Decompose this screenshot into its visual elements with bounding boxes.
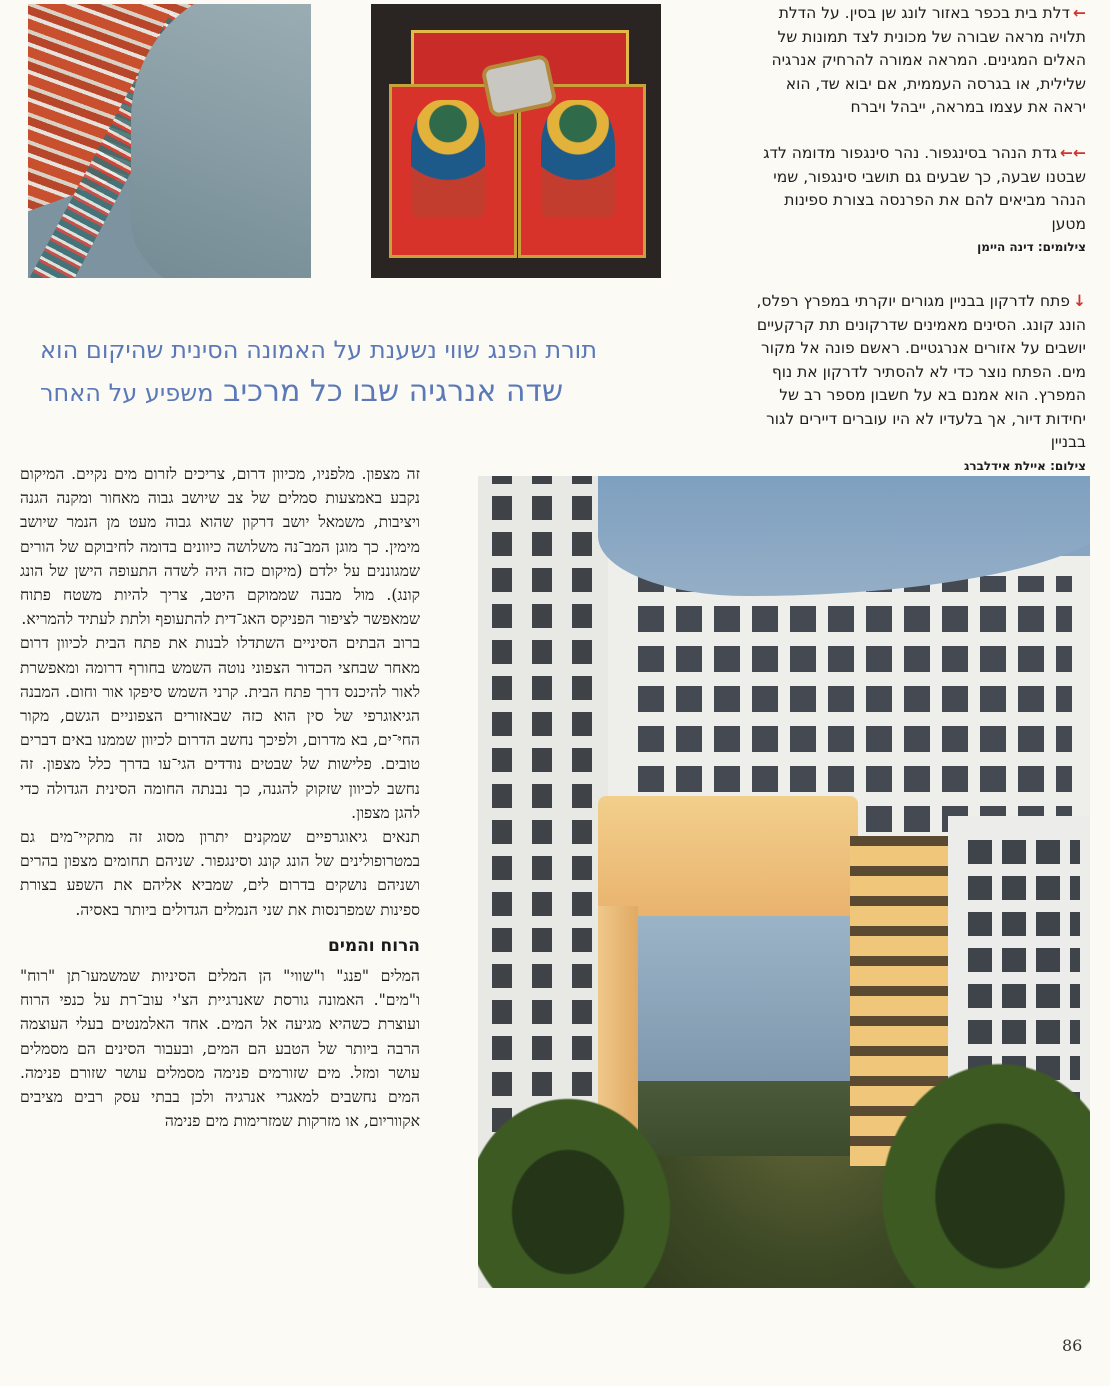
building-arch [598, 796, 858, 916]
photo-credit: צילום: איילת אידלברג [963, 458, 1086, 473]
caption-singapore [756, 142, 1086, 256]
body-paragraph: ברוב הבתים הסיניים השתדלו לבנות את פתח הבית לכיוון דרום מאחר שבחצי הכדור הצפוני נוטה השמש בחורף דרומה ומאפשרת לאור להיכנס דרך פתח הבית. קרני השמש סיפקו אור וחום. המבנה הגיאוגרפי של סין הוא כזה שבאזורים הצפוניים הגשם, מקור החיּ־ים, בא מדרום, ולפיכך נחשב הדרום לכיוון שממנו באים דברים טובים. פלישות של שבטים נודדים הגי־עו בדרך כלל מצפון. זה נחשב לכיוון שזקוק להגנה, כך נבנתה החומה הסינית הגדולה כדי להגן מצפון. [20, 634, 420, 822]
photo-credit: צילומים: דינה היימן [977, 240, 1086, 254]
pull-quote-tail: משפיע על האחר [40, 379, 214, 407]
body-paragraph: המלים "פנג" ו"שווי" הן המלים הסיניות שמשמעו־תן "רוח" ו"מים". האמונה גורסת שאנרגיית הצ'י עוב־רת על כנפי הרוח ועוצרת כשהיא מגיעה אל המים. אחד האלמנטים בעלי העוצמה הרבה ביותר של הטבע הם המים, ובעבור הסינים הם מסמלים עושר ומזל. מים שזורמים פנימה מסמלים עושר שזורם פנימה. המים נחשבים למאגרי אנרגיה ולכן בבתי עסק רבים מציבים אקווריום, או מזרקות שמזרימות מים פנימה [20, 967, 420, 1131]
caption-text: דלת בית בכפר באזור לונג שן בסין. על הדלת תלויה מראה שבורה של מכונית לצד תמונות של האלים המגינים. המראה אמורה להרחיק אנרגיה שלילית, או בגרסה העממית, אם יבוא שד, הוא יראה את עצמו במראה, ייבהל ויברח [771, 4, 1086, 116]
body-paragraph: תנאים גיאוגרפיים שמקנים יתרון מסוג זה מתקיי־מים גם במטרופולינים של הונג קונג וסינגפור. שניהם תחומים מצפון בהרים ושניהם נושקים בדרום לים, שמביא אליהם את השפע בצורת ספינות שמפרנסות את שני הנמלים הגדולים ביותר באסיה. [20, 828, 420, 919]
page-number: 86 [1062, 1336, 1083, 1355]
caption-building [756, 290, 1086, 475]
repulse-bay-building-photo [478, 476, 1090, 1288]
caption-arrow-icon: ←← [1060, 144, 1086, 162]
caption-arrow-icon: ← [1073, 4, 1086, 22]
article-body [20, 462, 420, 1133]
pull-quote-line-2 [40, 370, 660, 415]
palm-tree-left [478, 1068, 698, 1288]
caption-text: פתח לדרקון בבניין מגורים יוקרתי במפרץ רפלס, הונג קונג. הסינים מאמינים שדרקונים תת קרקעיים יושבים על אזורים אנרגטיים. ראשם פונה אל מקור מים. הפתח נוצר כדי לא להסתיר לדרקון את נוף המפרץ. הוא אמנם בא על חשבון מספר רב של יחידות דיור, אך בלעדיו לא היו עוברים דיירים לגור בבניין [756, 292, 1086, 451]
caption-arrow-icon: ↓ [1073, 292, 1086, 310]
door-god-right [541, 100, 615, 218]
singapore-riverbank-photo [28, 4, 311, 278]
pull-quote [40, 332, 660, 415]
caption-door [756, 2, 1086, 120]
caption-text: גדת הנהר בסינגפור. נהר סינגפור מדומה לדג שבטנו שבעה, כך שבעים גם תושבי סינגפור, שמי הנהר מביאים להם את הפרנסה בצורת ספינות מטען [763, 144, 1086, 233]
pull-quote-line-1: תורת הפנג שווי נשענת על האמונה הסינית שהיקום הוא [40, 336, 597, 364]
section-subheading: הרוח והמים [327, 935, 420, 956]
singapore-river [131, 4, 311, 278]
village-door-photo [371, 4, 661, 278]
door-god-left [411, 100, 485, 218]
body-paragraph: זה מצפון. מלפניו, מכיוון דרום, צריכים לזרום מים נקיים. המיקום נקבע באמצעות סמלים של צב שיושב גבוה מאחור ומקנה הגנה ויציבות, משמאל יושב דרקון שהוא גבוה מעט מן הנמר שיושב מימין. כך מוגן המב־נה משלושה כיוונים בדומה לחיבוקם של הורים שמגוננים על ילדם (מיקום כזה היה לשדה התעופה הישן של הונג קונג). מול מבנה שממוקם היטב, צריך להיות משטח פתוח שמאפשר לציפור הפניקס האג־דית להתעופף ולתת לעתיד להמריא. [20, 465, 420, 629]
pull-quote-emphasis: שדה אנרגיה שבו כל מרכיב [223, 374, 564, 409]
palm-tree-right [850, 1028, 1090, 1288]
